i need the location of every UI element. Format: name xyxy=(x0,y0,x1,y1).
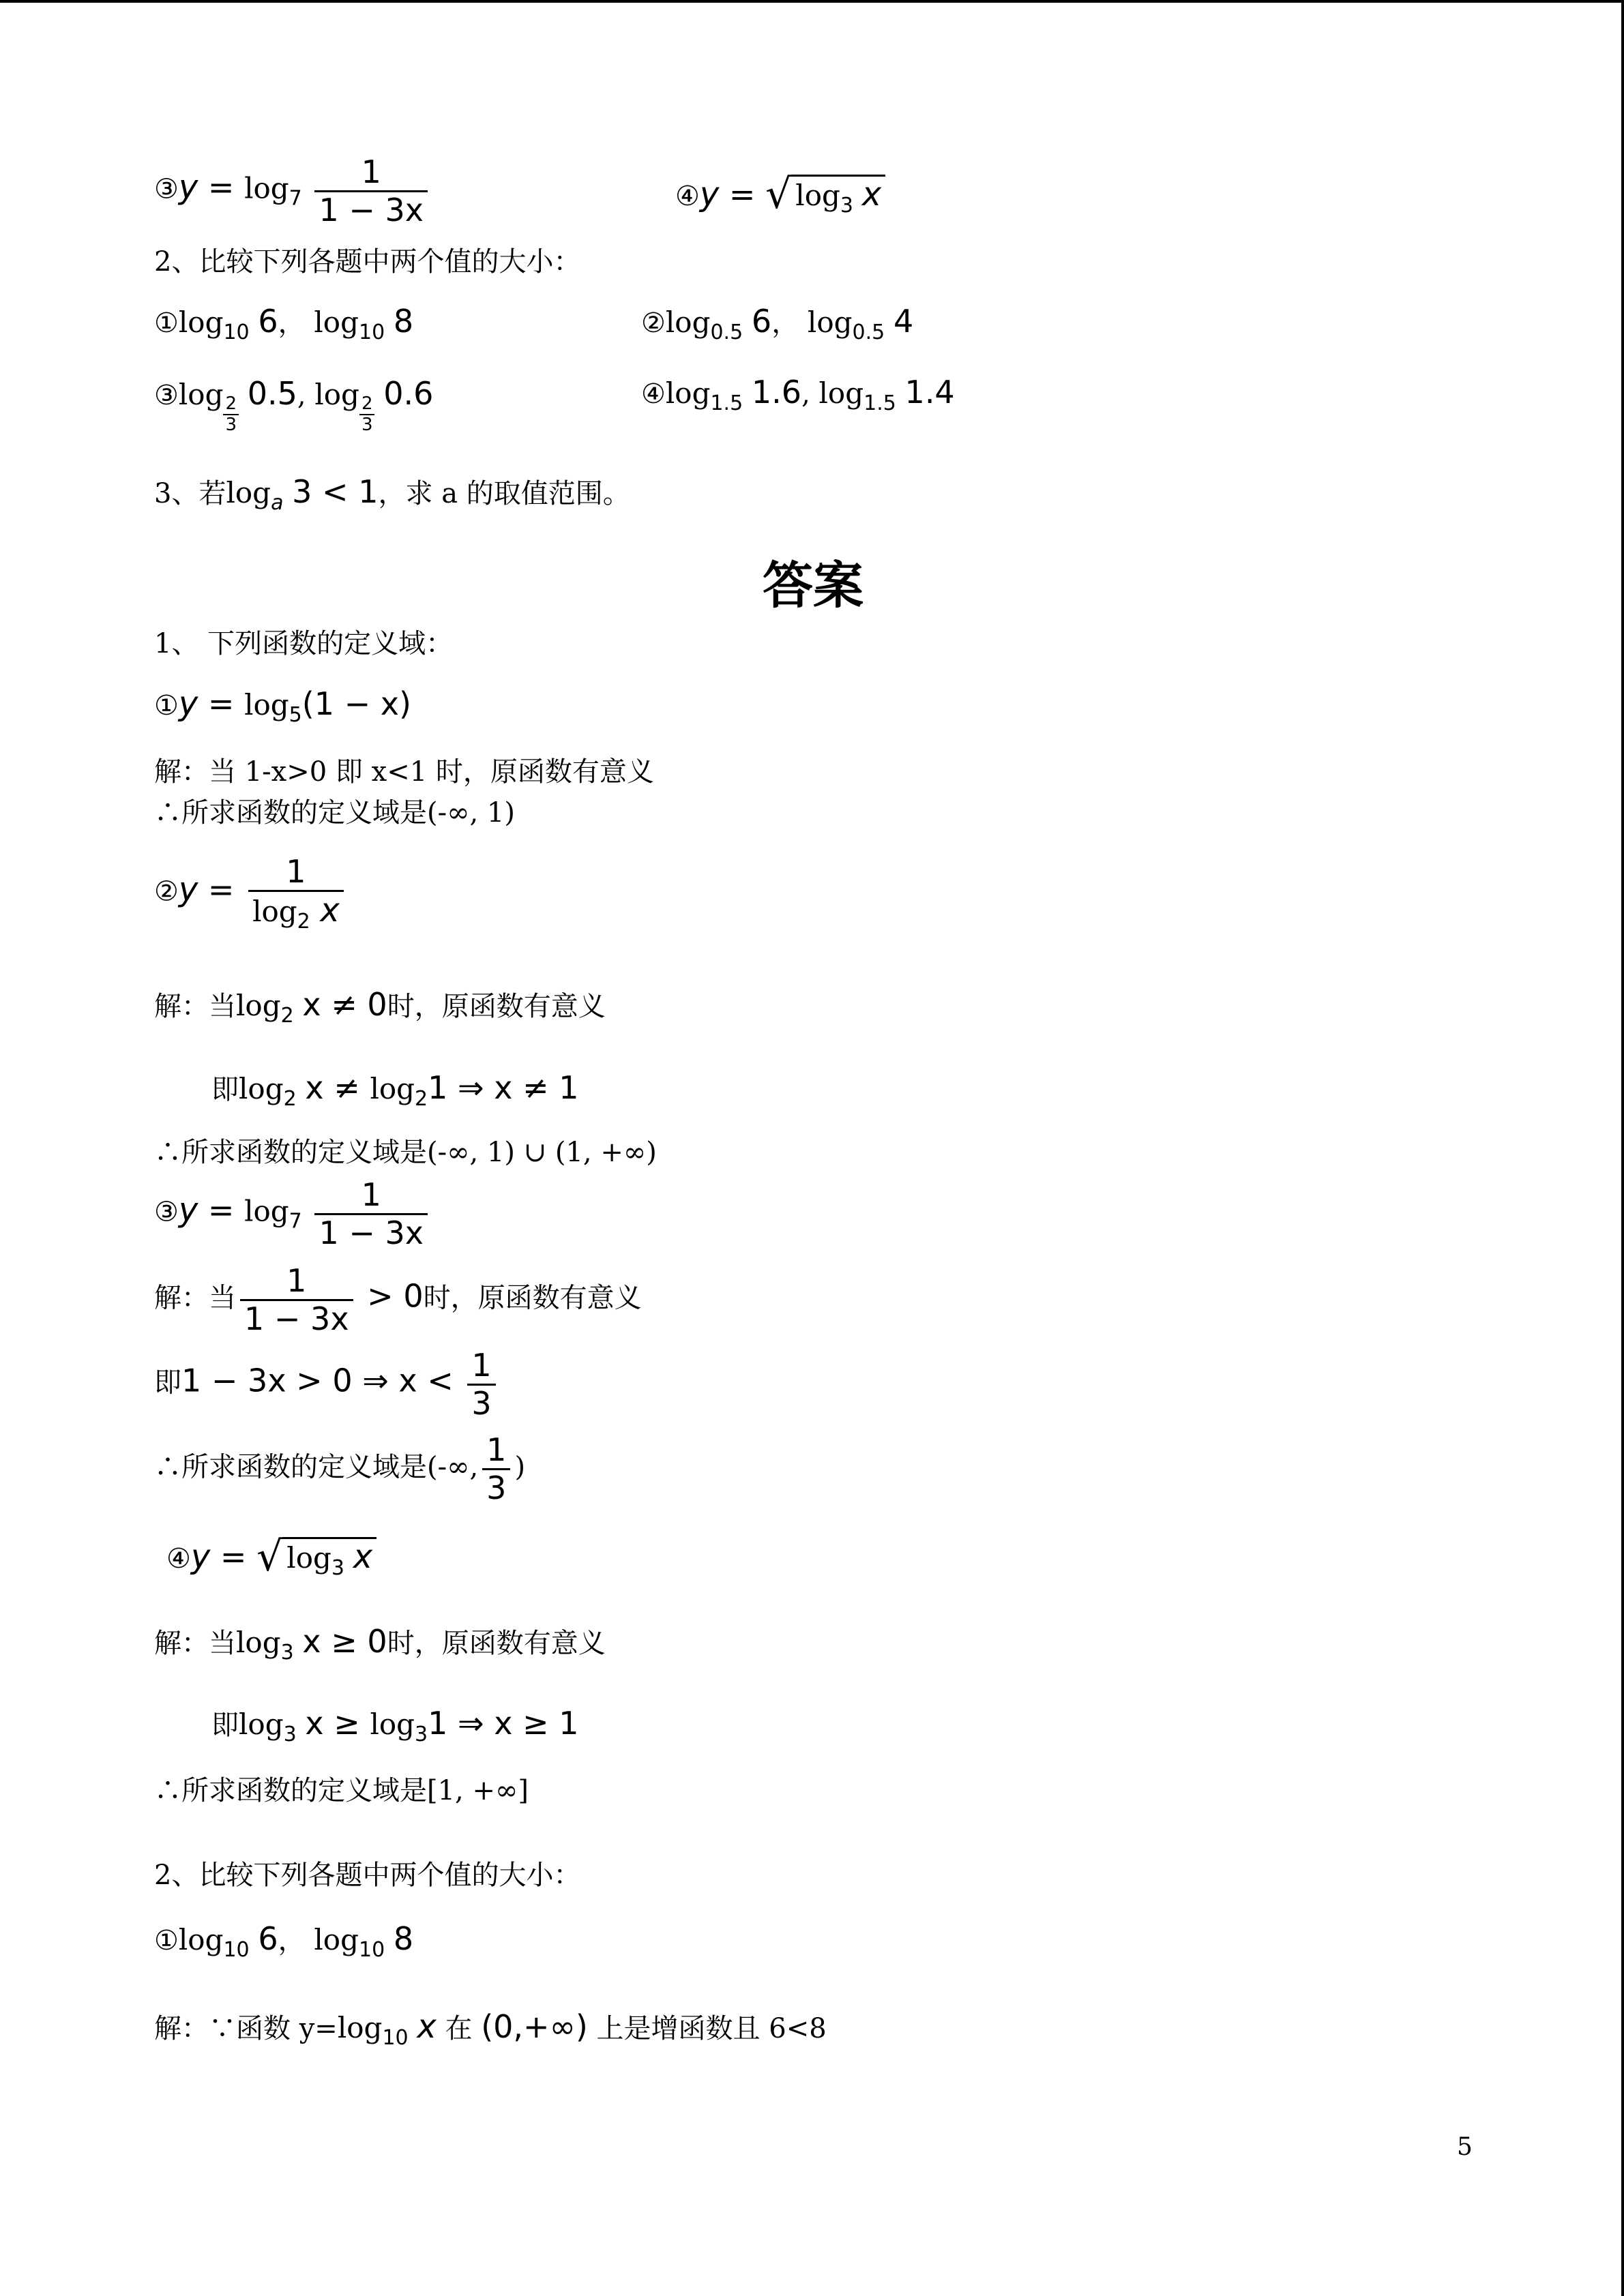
var-x: x xyxy=(861,175,882,213)
answer-1-item-2-step: 即$\log_2 x \ne \log_21$ ⇒ x ≠ 1 xyxy=(211,1069,579,1111)
item-number: ① xyxy=(154,308,179,339)
log-base: a xyxy=(271,491,284,515)
question-2-item-1 xyxy=(154,304,413,344)
log-base: 7 xyxy=(289,186,302,211)
log-base: 10 xyxy=(358,320,385,344)
var-y: y xyxy=(178,870,198,909)
log-base: 3 xyxy=(840,194,853,218)
equals: = xyxy=(198,168,245,206)
log-symbol: log xyxy=(244,688,289,721)
item-number: ④ xyxy=(675,181,700,212)
log-symbol: log xyxy=(244,171,289,205)
answer-1-item-3-step: 即1 − 3x > 0 ⇒ x < $\frac{1}{3}$ xyxy=(154,1347,500,1422)
question-3: 3、若$\log_a 3 < 1$，求 a 的取值范围。 xyxy=(154,473,630,515)
separator: ， xyxy=(771,308,799,339)
answer-1-item-3-domain: ∴所求函数的定义域是(-∞, $\frac{1}{3}$ ) xyxy=(154,1431,526,1506)
log-symbol: log xyxy=(807,305,853,339)
answer-1-heading: 1、 下列函数的定义域： xyxy=(154,628,454,659)
item-number: ③ xyxy=(154,380,179,411)
var-y: y xyxy=(178,168,198,207)
log-symbol: log xyxy=(665,376,711,410)
question-2-item-3 xyxy=(154,376,433,435)
answer-2-heading: 2、比较下列各题中两个值的大小： xyxy=(154,1860,581,1891)
log-symbol: log xyxy=(665,305,711,339)
answer-1-item-3-solution: 解：当 $\frac{1}{1 - 3x}$ > 0时，原函数有意义 xyxy=(154,1262,642,1337)
fraction-base: $\frac{2}{3}$ xyxy=(223,394,239,434)
var-y: y xyxy=(178,685,198,723)
fraction: $\frac{1}{\log_2 x}$ xyxy=(248,854,344,934)
sqrt: √ $\log_3 x$ xyxy=(256,1534,377,1579)
log-base: 10 xyxy=(223,320,250,344)
fraction: $\frac{1}{1 - 3x}$ xyxy=(314,1177,428,1251)
log-arg: 8 xyxy=(393,303,414,340)
log-symbol: log xyxy=(178,378,224,411)
var-y: y xyxy=(699,175,720,213)
log-arg: 6 xyxy=(751,303,772,340)
log-base: 1.5 xyxy=(710,391,743,415)
log-arg: 1.6 xyxy=(751,374,802,411)
log-arg: 4 xyxy=(893,303,914,340)
denominator: 1 − 3x xyxy=(319,191,424,228)
answer-1-item-1-domain: ∴所求函数的定义域是(-∞, 1) xyxy=(154,797,515,829)
log-arg: 1.4 xyxy=(904,374,955,411)
log-symbol: log xyxy=(178,305,224,339)
var-y: y xyxy=(190,1538,211,1576)
item-number: ② xyxy=(641,308,666,339)
log-arg: 6 xyxy=(258,303,278,340)
answer-1-item-2: ②y = $\frac{1}{\log_2 x}$ xyxy=(154,854,348,934)
item-number: ④ xyxy=(641,378,666,410)
page-number: 5 xyxy=(1457,2133,1473,2161)
log-base: 0.5 xyxy=(710,320,743,344)
answer-2-item-1: $①\log_{10}$ 6， $\log_{10} 8$ xyxy=(154,1920,414,1962)
answer-1-item-4-domain: ∴所求函数的定义域是[1, +∞] xyxy=(154,1775,529,1806)
answer-1-item-4: ④y = √ $\log_3 x$ xyxy=(166,1534,377,1579)
fraction-base: $\frac{2}{3}$ xyxy=(359,394,375,434)
answer-1-item-1-solution: 解：当 1-x>0 即 x<1 时，原函数有意义 xyxy=(154,756,654,788)
sqrt: √ $\log_3 x$ xyxy=(765,172,885,217)
question-2-item-2 xyxy=(641,304,913,344)
item-number: ③ xyxy=(154,173,179,205)
separator: , xyxy=(297,380,306,411)
log-symbol: log xyxy=(226,476,271,509)
numerator: 1 xyxy=(314,154,428,192)
log-arg: 0.5 xyxy=(247,375,297,412)
right-border xyxy=(1621,0,1624,2296)
top-border xyxy=(0,0,1624,3)
answer-1-item-1: ①y = $\log_5(1 - x)$ xyxy=(154,685,411,727)
answer-1-item-2-solution: 解：当$\log_2 x \ne 0$时，原函数有意义 xyxy=(154,986,606,1028)
log-symbol: log xyxy=(314,378,359,411)
question-1-item-4 xyxy=(675,172,885,217)
question-2-heading: 2、比较下列各题中两个值的大小： xyxy=(154,246,581,278)
log-base: 1.5 xyxy=(863,391,896,415)
answer-1-item-4-solution: 解：当$\log_3 x \ge 0$时，原函数有意义 xyxy=(154,1623,606,1665)
log-symbol: log xyxy=(795,179,840,212)
equals: = xyxy=(719,176,766,213)
fraction: $\frac{1}{3}$ xyxy=(482,1432,510,1506)
answer-2-item-1-solution: 解：∵函数 $y=\log_{10}$ x 在 (0,+∞) 上是增函数且 6<8 xyxy=(154,2008,827,2050)
log-arg: 0.6 xyxy=(383,375,434,412)
var-y: y xyxy=(178,1191,198,1229)
question-1-item-3 xyxy=(154,154,432,228)
log-symbol: log xyxy=(314,305,359,339)
question-2-item-4 xyxy=(641,375,955,415)
fraction: $\frac{1}{3}$ xyxy=(467,1347,495,1422)
fraction: $\frac{1}{1 - 3x}$ xyxy=(240,1263,353,1337)
answer-1-item-2-domain: ∴所求函数的定义域是(-∞, 1) ∪ (1, +∞) xyxy=(154,1137,657,1168)
log-symbol: log xyxy=(818,376,864,410)
log-base: 0.5 xyxy=(852,320,885,344)
fraction xyxy=(314,154,428,228)
separator: ， xyxy=(278,308,306,339)
answer-title: 答案 xyxy=(763,556,863,615)
separator: , xyxy=(801,378,810,410)
answer-1-item-3: ③y = $\log_7$ $\frac{1}{1 - 3x}$ xyxy=(154,1177,432,1251)
answer-1-item-4-step: 即$\log_3 x \ge \log_31$ ⇒ x ≥ 1 xyxy=(211,1705,579,1746)
inequality: 3 < 1 xyxy=(292,473,379,510)
